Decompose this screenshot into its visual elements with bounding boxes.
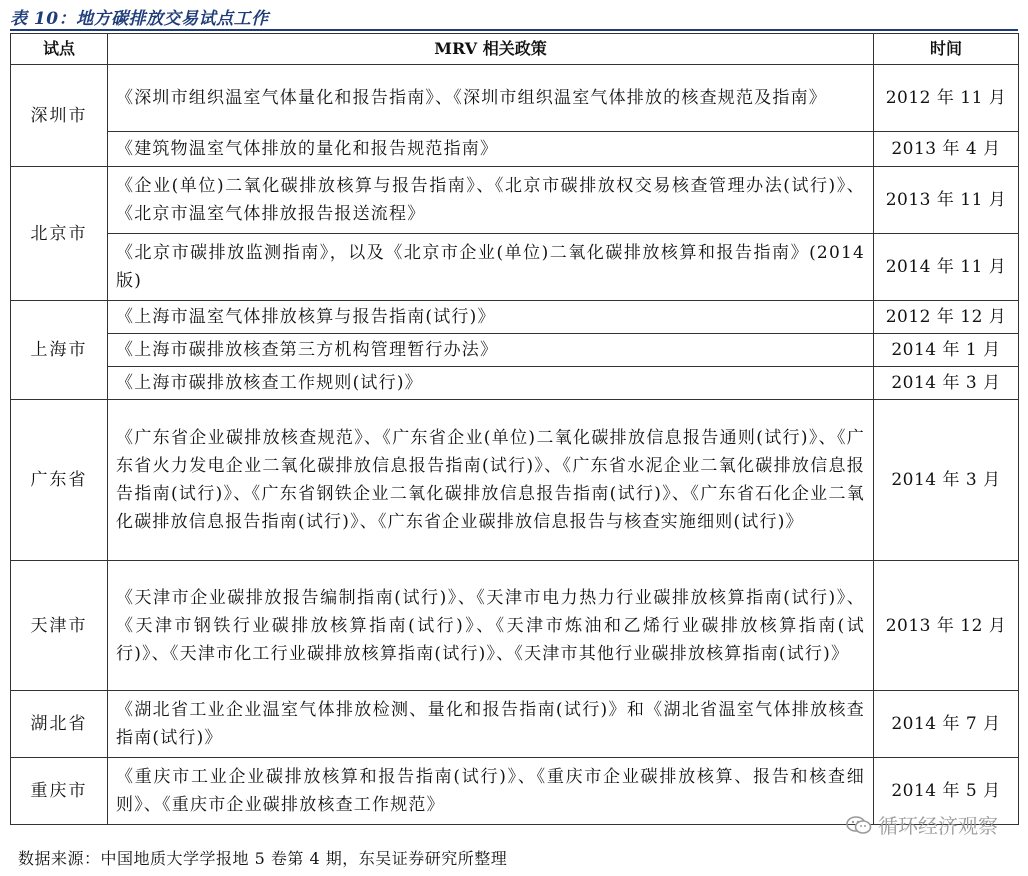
header-policy: MRV 相关政策 — [108, 34, 874, 65]
policy-cell: 《重庆市工业企业碳排放核算和报告指南(试行)》、《重庆市企业碳排放核算、报告和核查细则》、《重庆市企业碳排放核查工作规范》 — [108, 758, 874, 825]
table-row — [11, 167, 1019, 234]
site-cell: 深圳市 — [11, 65, 108, 167]
time-cell: 2013 年 11 月 — [874, 167, 1019, 234]
policy-cell: 《建筑物温室气体排放的量化和报告规范指南》 — [108, 132, 874, 167]
watermark — [846, 810, 998, 839]
time-cell: 2014 年 5 月 — [874, 758, 1019, 825]
policy-cell: 《深圳市组织温室气体量化和报告指南》、《深圳市组织温室气体排放的核查规范及指南》 — [108, 65, 874, 132]
policy-cell: 《广东省企业碳排放核查规范》、《广东省企业(单位)二氧化碳排放信息报告通则(试行)》、《广东省火力发电企业二氧化碳排放信息报告指南(试行)》、《广东省水泥企业二氧化碳排放信息报告指南(试行)》、《广东省钢铁企业二氧化碳排放信息报告指南(试行)》、《广东省石化企业二氧化碳排放信息报告指南(试行)》、《广东省企业碳排放信息报告与核查实施细则(试行)》 — [108, 400, 874, 561]
watermark-text: 循环经济观察 — [878, 814, 998, 838]
site-cell: 天津市 — [11, 561, 108, 691]
site-cell: 北京市 — [11, 167, 108, 301]
site-cell: 重庆市 — [11, 758, 108, 825]
policy-cell: 《上海市碳排放核查工作规则(试行)》 — [108, 367, 874, 400]
wechat-icon — [846, 815, 872, 835]
table-caption: 表 10：地方碳排放交易试点工作 — [10, 9, 269, 29]
time-cell: 2014 年 11 月 — [874, 234, 1019, 301]
policy-cell: 《北京市碳排放监测指南》，以及《北京市企业(单位)二氧化碳排放核算和报告指南》(2014 版) — [108, 234, 874, 301]
time-cell: 2014 年 3 月 — [874, 400, 1019, 561]
table-row — [11, 334, 1019, 367]
table-row — [11, 65, 1019, 132]
policy-cell: 《上海市碳排放核查第三方机构管理暂行办法》 — [108, 334, 874, 367]
table-row — [11, 367, 1019, 400]
policy-cell: 《企业(单位)二氧化碳排放核算与报告指南》、《北京市碳排放权交易核查管理办法(试行)》、《北京市温室气体排放报告报送流程》 — [108, 167, 874, 234]
site-cell: 湖北省 — [11, 691, 108, 758]
caption-divider — [10, 29, 1018, 31]
table-row — [11, 691, 1019, 758]
time-cell: 2012 年 11 月 — [874, 65, 1019, 132]
header-time: 时间 — [874, 34, 1019, 65]
time-cell: 2012 年 12 月 — [874, 301, 1019, 334]
time-cell: 2013 年 4 月 — [874, 132, 1019, 167]
table-row — [11, 132, 1019, 167]
header-site: 试点 — [11, 34, 108, 65]
table-row — [11, 400, 1019, 561]
policy-cell: 《上海市温室气体排放核算与报告指南(试行)》 — [108, 301, 874, 334]
time-cell: 2014 年 7 月 — [874, 691, 1019, 758]
time-cell: 2014 年 3 月 — [874, 367, 1019, 400]
table-row — [11, 301, 1019, 334]
site-cell: 上海市 — [11, 301, 108, 400]
site-cell: 广东省 — [11, 400, 108, 561]
policy-cell: 《湖北省工业企业温室气体排放检测、量化和报告指南(试行)》和《湖北省温室气体排放核查指南(试行)》 — [108, 691, 874, 758]
data-source-note: 数据来源：中国地质大学学报地 5 卷第 4 期，东吴证券研究所整理 — [18, 849, 508, 868]
table-header-row — [11, 34, 1019, 65]
time-cell: 2014 年 1 月 — [874, 334, 1019, 367]
time-cell: 2013 年 12 月 — [874, 561, 1019, 691]
table-row — [11, 234, 1019, 301]
table-row — [11, 561, 1019, 691]
pilot-policy-table — [10, 33, 1019, 825]
policy-cell: 《天津市企业碳排放报告编制指南(试行)》、《天津市电力热力行业碳排放核算指南(试行)》、《天津市钢铁行业碳排放核算指南(试行)》、《天津市炼油和乙烯行业碳排放核算指南(试行)》、《天津市化工行业碳排放核算指南(试行)》、《天津市其他行业碳排放核算指南(试行)》 — [108, 561, 874, 691]
